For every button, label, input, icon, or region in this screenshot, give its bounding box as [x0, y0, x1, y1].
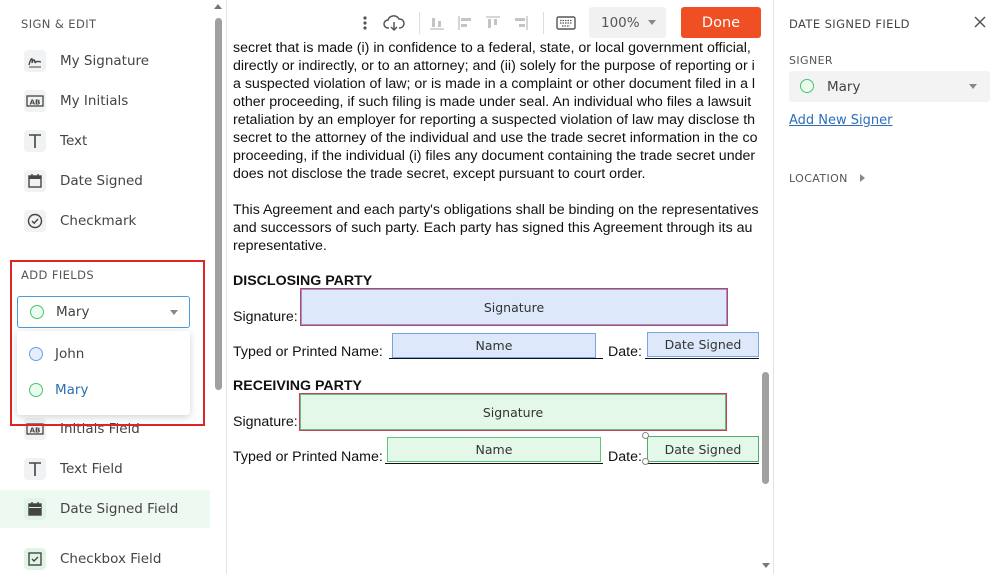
panel-signer-value: Mary	[827, 79, 861, 95]
tool-text-field[interactable]	[0, 451, 210, 487]
chevron-right-icon[interactable]	[860, 174, 865, 182]
signer-color-dot	[29, 383, 43, 397]
doc-text-line: does not disclose the trade secret, except pursuant to court order.	[233, 166, 646, 182]
add-fields-title: ADD FIELDS	[21, 268, 95, 282]
name-field-john[interactable]: Name	[392, 333, 596, 358]
name-underline	[385, 463, 603, 464]
tool-checkmark[interactable]	[0, 203, 210, 239]
tool-date-signed-field[interactable]	[0, 490, 210, 528]
document-page	[227, 38, 759, 574]
signer-color-dot	[29, 347, 43, 361]
signature-icon	[24, 50, 46, 72]
zoom-value: 100%	[601, 15, 640, 31]
name-underline	[389, 358, 603, 359]
date-signed-field-john[interactable]: Date Signed	[647, 332, 759, 357]
tool-my-signature[interactable]	[0, 43, 210, 79]
document-scrollbar[interactable]	[762, 372, 769, 484]
date-label: Date:	[608, 449, 642, 465]
align-bottom-icon[interactable]	[427, 13, 447, 33]
toolbar-divider	[419, 12, 420, 34]
cloud-download-icon[interactable]	[382, 13, 406, 33]
chevron-down-icon	[170, 310, 178, 315]
signature-label: Signature:	[233, 309, 298, 325]
scroll-down-arrow[interactable]	[762, 563, 770, 568]
left-sidebar	[0, 0, 227, 574]
doc-text-line: secret that is made (i) in confidence to a federal, state, or local government official,	[233, 40, 751, 56]
typed-name-label: Typed or Printed Name:	[233, 344, 383, 360]
signature-field-mary[interactable]: Signature	[300, 394, 726, 430]
tool-my-initials[interactable]	[0, 83, 210, 119]
initials-icon	[24, 90, 46, 112]
tool-label: My Signature	[60, 53, 150, 69]
doc-text-line: directly or indirectly, or to an attorney; and (ii) solely for the purpose of reporting or i	[233, 58, 755, 74]
calendar-icon	[24, 498, 46, 520]
doc-text-line: secret to the attorney of the individual and use the trade secret information in the co	[233, 130, 758, 146]
panel-title: DATE SIGNED FIELD	[789, 17, 910, 31]
tool-label: Initials Field	[60, 421, 140, 437]
signer-option-john[interactable]	[17, 337, 190, 371]
scroll-up-arrow[interactable]	[214, 4, 222, 9]
signature-label: Signature:	[233, 414, 298, 430]
name-field-mary[interactable]: Name	[387, 437, 601, 462]
checkbox-icon	[24, 548, 46, 570]
typed-name-label: Typed or Printed Name:	[233, 449, 383, 465]
svg-text:AB: AB	[29, 426, 41, 435]
doc-text-line: retaliation by an employer for reporting a suspected violation of law may disclose th	[233, 112, 756, 128]
doc-text-line: a suspected violation of law; or is made in a complaint or other document filed in a l	[233, 76, 756, 92]
add-new-signer-link[interactable]: Add New Signer	[789, 113, 893, 128]
signer-option-label: Mary	[55, 382, 89, 398]
properties-panel	[773, 0, 993, 574]
doc-text-line: proceeding, if the individual (i) files any document containing the trade secret under	[233, 148, 756, 164]
receiving-party-heading: RECEIVING PARTY	[233, 378, 363, 394]
doc-text-line: and successors of such party. Each party has signed this Agreement through its au	[233, 220, 753, 236]
tool-date-signed[interactable]	[0, 163, 210, 199]
svg-text:AB: AB	[29, 98, 41, 107]
disclosing-party-heading: DISCLOSING PARTY	[233, 273, 373, 289]
signer-color-dot	[800, 79, 814, 93]
resize-handle[interactable]	[642, 458, 649, 465]
sidebar-scrollbar[interactable]	[215, 18, 222, 390]
align-right-icon[interactable]	[511, 13, 531, 33]
checkmark-icon	[24, 210, 46, 232]
signer-dropdown	[17, 331, 190, 415]
calendar-icon	[24, 170, 46, 192]
tool-label: Text	[60, 133, 88, 149]
chevron-down-icon	[648, 20, 656, 25]
signer-option-mary[interactable]	[17, 373, 190, 407]
done-button[interactable]: Done	[681, 7, 761, 38]
signer-label: SIGNER	[789, 54, 833, 67]
more-vertical-icon[interactable]	[355, 13, 375, 33]
signer-select[interactable]	[17, 296, 190, 328]
toolbar-divider	[543, 12, 544, 34]
tool-label: Checkbox Field	[60, 551, 162, 567]
doc-text-line: This Agreement and each party's obligations shall be binding on the representatives	[233, 202, 759, 218]
date-label: Date:	[608, 344, 642, 360]
tool-label: My Initials	[60, 93, 129, 109]
align-top-icon[interactable]	[483, 13, 503, 33]
tool-label: Text Field	[60, 461, 123, 477]
tool-label: Date Signed	[60, 173, 143, 189]
align-left-icon[interactable]	[455, 13, 475, 33]
date-signed-field-mary[interactable]: Date Signed	[647, 436, 759, 462]
tool-label: Checkmark	[60, 213, 137, 229]
chevron-down-icon	[969, 84, 977, 89]
signer-option-label: John	[55, 346, 85, 362]
tool-text[interactable]	[0, 123, 210, 159]
panel-signer-select[interactable]	[789, 71, 990, 102]
tool-checkbox-field[interactable]	[0, 541, 210, 574]
zoom-select[interactable]	[589, 7, 666, 38]
doc-text-line: other proceeding, if such filing is made under seal. An individual who files a lawsuit	[233, 94, 752, 110]
text-icon	[24, 458, 46, 480]
close-icon[interactable]	[974, 13, 986, 32]
resize-handle[interactable]	[642, 432, 649, 439]
date-underline	[645, 358, 759, 359]
doc-text-line: representative.	[233, 238, 327, 254]
keyboard-icon[interactable]	[555, 13, 577, 33]
tool-label: Date Signed Field	[60, 501, 179, 517]
signer-color-dot	[30, 305, 44, 319]
signature-field-john[interactable]: Signature	[301, 289, 727, 325]
signer-select-value: Mary	[56, 304, 90, 320]
date-underline	[645, 463, 759, 464]
sign-edit-title: SIGN & EDIT	[21, 17, 97, 31]
location-label[interactable]: LOCATION	[789, 172, 848, 185]
text-icon	[24, 130, 46, 152]
